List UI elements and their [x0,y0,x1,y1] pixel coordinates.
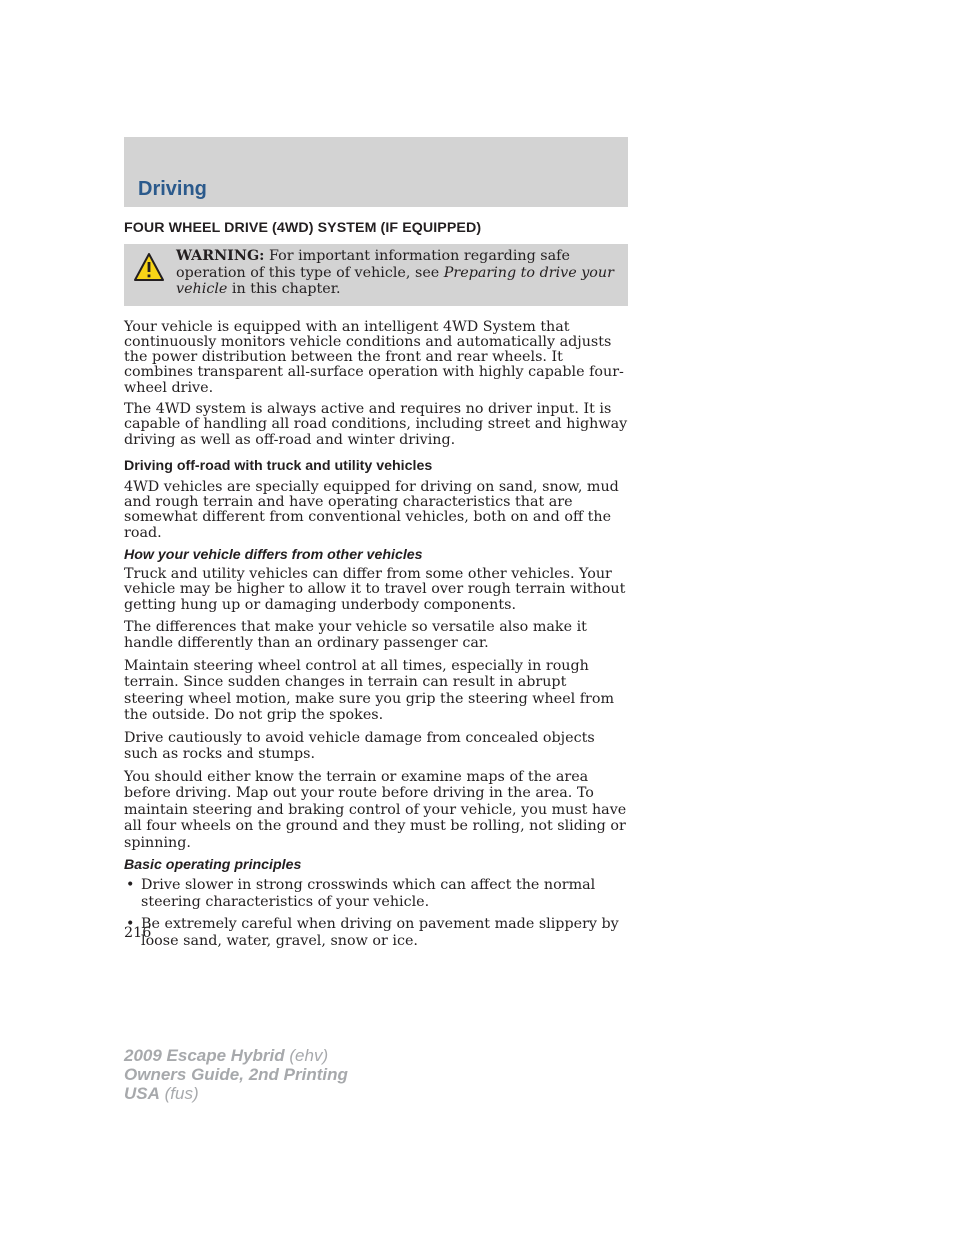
footer-publication-info [124,1046,348,1103]
intro-paragraph-1: Your vehicle is equipped with an intelligent 4WD System that continuously monitors vehicle conditions and automatically adjusts the power distribution between the front and rear wheels. It combines transparent all-surface operation with highly capable four-wheel drive. [124,318,624,396]
basic-heading: Basic operating principles [124,857,302,874]
basic-bullet-list [124,877,628,950]
warning-reference: Preparing to drive your vehicle [176,264,614,297]
footer-model: 2009 Escape Hybrid [124,1046,285,1065]
warning-text: For important information regarding safe operation of this type of vehicle, see [176,248,570,281]
warning-box [124,244,628,306]
intro-paragraph-2: The 4WD system is always active and requires no driver input. It is capable of handling all road conditions, including street and highway driving as well as off-road and winter driving. [124,400,628,448]
page-content [124,220,628,955]
chapter-title: Driving [138,178,207,200]
footer-market: USA [124,1084,160,1103]
footer-line-1 [124,1046,348,1065]
differs-paragraph-3: Maintain steering wheel control at all times, especially in rough terrain. Since sudden changes in terrain can result in abrupt steering wheel motion, make sure you grip the steering wheel from the outside. Do not grip the spokes. [124,657,615,724]
footer-market-code: (fus) [159,1084,199,1103]
footer-line-2: Owners Guide, 2nd Printing [124,1065,348,1084]
warning-text-end: in this chapter. [227,281,341,297]
bullet-item: • Be extremely careful when driving on pavement made slippery by loose sand, water, gravel, snow or ice. [124,916,628,950]
differs-paragraph-2: The differences that make your vehicle so versatile also make it handle differently than an ordinary passenger car. [124,618,587,652]
page-number: 216 [124,925,152,941]
section-title: FOUR WHEEL DRIVE (4WD) SYSTEM (IF EQUIPPED) [124,220,482,236]
offroad-paragraph: 4WD vehicles are specially equipped for driving on sand, snow, mud and rough terrain and have operating characteristics that are somewhat different from conventional vehicles, both on and off the road. [124,478,619,541]
differs-paragraph-4: Drive cautiously to avoid vehicle damage from concealed objects such as rocks and stumps. [124,729,595,763]
bullet-item: • Drive slower in strong crosswinds which can affect the normal steering characteristics of your vehicle. [124,877,628,911]
differs-heading: How your vehicle differs from other vehicles [124,547,423,564]
offroad-heading: Driving off-road with truck and utility vehicles [124,457,433,474]
chapter-header-band [124,137,628,207]
differs-paragraph-5: You should either know the terrain or examine maps of the area before driving. Map out your route before driving in the area. To maintain steering and braking control of your vehicle, you must have all four wheels on the ground and they must be rolling, not sliding or spinning. [124,768,627,851]
differs-paragraph-1: Truck and utility vehicles can differ from some other vehicles. Your vehicle may be higher to allow it to travel over rough terrain without getting hung up or damaging underbody components. [124,566,626,613]
footer-line-3 [124,1084,348,1103]
footer-model-code: (ehv) [284,1046,329,1065]
warning-triangle-icon [133,252,165,282]
warning-label: WARNING: [176,248,265,264]
